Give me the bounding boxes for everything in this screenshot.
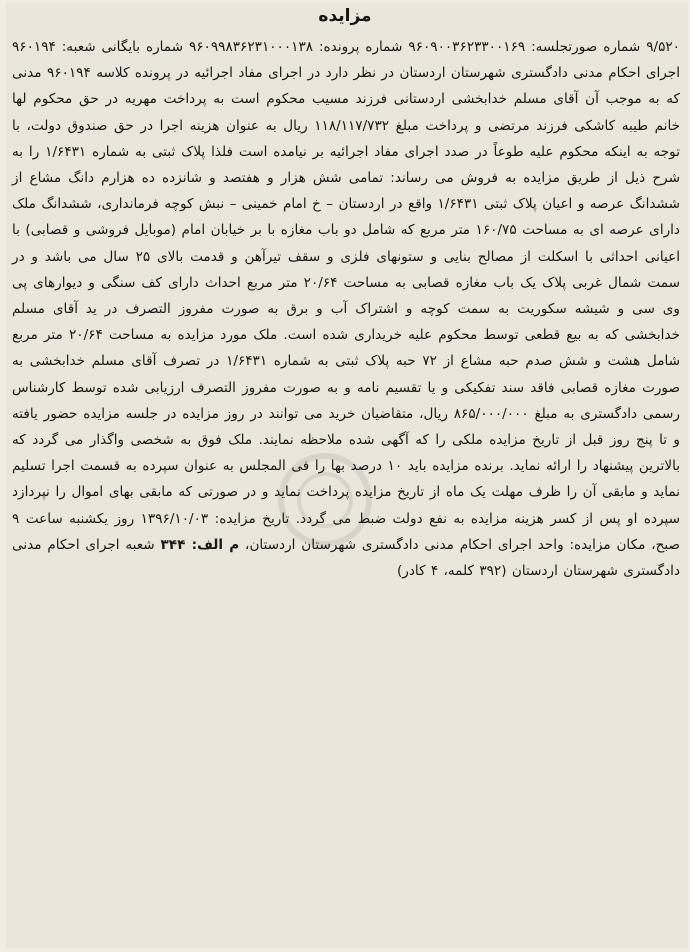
publication-code: م الف: ۳۴۴ <box>160 536 240 553</box>
notice-body-closing: شعبه اجرای احکام مدنی دادگستری شهرستان اردستان (۳۹۲ کلمه، ۴ کادر) <box>12 536 680 580</box>
notice-body-main: ۹/۵۲۰ شماره صورتجلسه: ۹۶۰۹۰۰۳۶۲۳۳۰۰۱۶۹ شماره پرونده: ۹۶۰۹۹۸۳۶۲۳۱۰۰۰۱۳۸ شماره بایگانی شعبه: ۹۶۰۱۹۴ اجرای احکام مدنی دادگستری شهرستان اردستان در نظر دارد در اجرای مفاد اجرائیه در پرونده کلاسه ۹۶۰۱۹۴ مدنی که به موجب آن آقای مسلم خدابخشی اردستانی فرزند مسیب محکوم است به پرداخت مهریه در حق محکوم لها خانم طیبه کاشکی فرزند مرتضی و پرداخت مبلغ ۱۱۸/۱۱۷/۷۳۲ ریال به عنوان هزینه اجرا در حق صندوق دولت، با توجه به اینکه محکوم علیه طوعاً در صدد اجرای مفاد اجرائیه بر نیامده است فلذا پلاک ثبتی به شماره ۱/۶۴۳۱ را به شرح ذیل از طریق مزایده به فروش می رساند: تمامی شش هزار و هفتصد و شانزده ده هزارم دانگ مشاع از ششدانگ عرصه و اعیان پلاک ثبتی ۱/۶۴۳۱ واقع در اردستان – خ امام خمینی – نبش کوچه فرمانداری، ششدانگ ملک دارای عرصه ای به مساحت ۱۶۰/۷۵ متر مربع که شامل دو باب مغازه با بر خیابان امام (موبایل فروشی و قصابی) با اعیانی احداثی با اسکلت از مصالح بنایی و ستونهای فلزی و سقف تیرآهن و قدمت بالای ۲۵ سال می باشد و در سمت شمال غربی پلاک یک باب مغازه قصابی به مساحت ۲۰/۶۴ متر مربع احداث دارای کف سنگی و دیوارهای پی وی سی و شیشه سکوریت به سمت کوچه و اشتراک آب و برق به صورت مفروز التصرف در ید آقای مسلم خدابخشی که به بیع قطعی توسط محکوم علیه خریداری شده است. ملک مورد مزایده به مساحت ۲۰/۶۴ متر مربع شامل هشت و شش صدم حبه مشاع از ۷۲ حبه پلاک ثبتی به شماره ۱/۶۴۳۱ در تصرف آقای مسلم خدابخشی به صورت مغازه قصابی فاقد سند تفکیکی و یا تقسیم نامه و به صورت مفروز التصرف ارزیابی شده توسط کارشناس رسمی دادگستری به مبلغ ۸۶۵/۰۰۰/۰۰۰ ریال، متقاضیان خرید می توانند در روز مزایده در جلسه مزایده حضور یافته و تا پنج روز قبل از تاریخ مزایده ملکی را که آگهی شده ملاحظه نمایند. ملک فوق به شخصی واگذار می گردد که بالاترین پیشنهاد را ارائه نماید. برنده مزایده باید ۱۰ درصد بها را فی المجلس به عنوان سپرده به قسمت اجرا تسلیم نماید و مابقی آن را ظرف مهلت یک ماه از تاریخ مزایده پرداخت نماید و در صورتی که مابقی بهای اموال را نپردازد سپرده او پس از کسر هزینه مزایده به نفع دولت ضبط می گردد. تاریخ مزایده: ۱۳۹۶/۱۰/۰۳ روز یکشنبه ساعت ۹ صبح، مکان مزایده: واحد اجرای احکام مدنی دادگستری شهرستان اردستان، <box>12 39 681 553</box>
faint-watermark-graphic <box>205 450 445 550</box>
notice-title: مزایده <box>318 6 372 26</box>
